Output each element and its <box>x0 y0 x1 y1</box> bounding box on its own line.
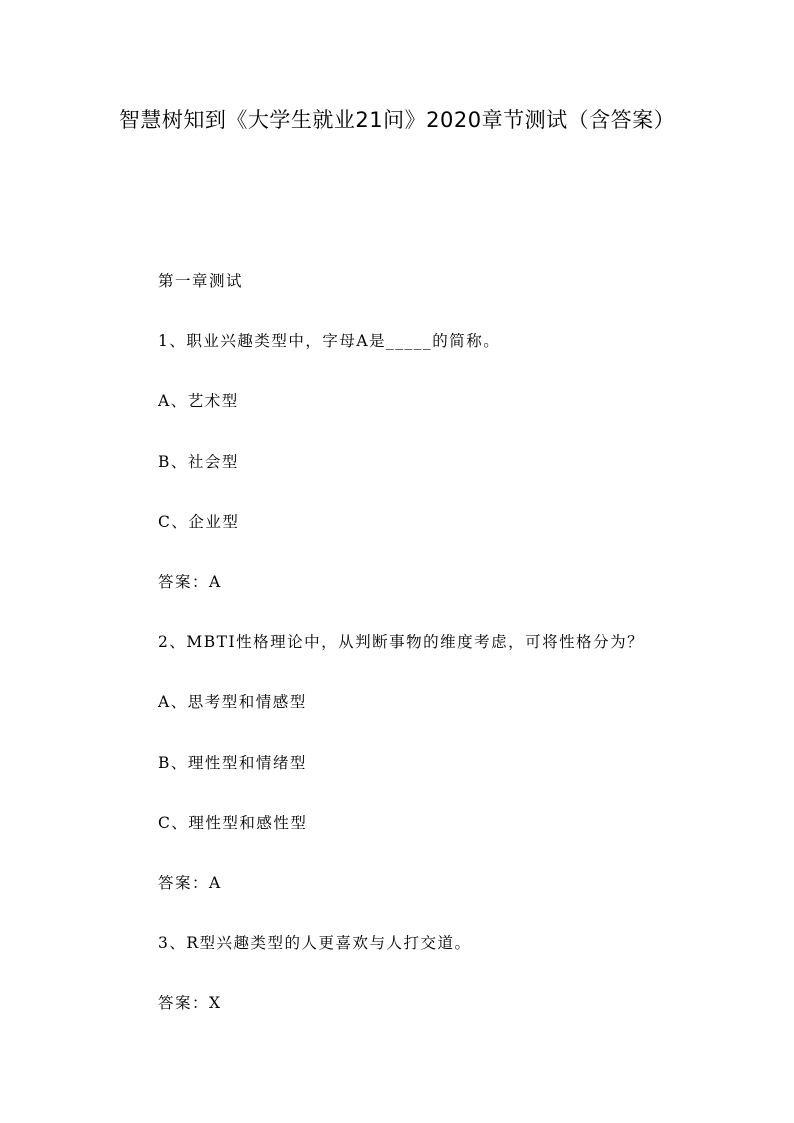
question-2-option-b: B、理性型和情绪型 <box>158 753 307 772</box>
document-body <box>158 266 718 1048</box>
question-2: 2、MBTI性格理论中，从判断事物的维度考虑，可将性格分为？ <box>158 633 645 652</box>
question-2-option-a: A、思考型和情感型 <box>158 693 307 712</box>
question-2-answer: 答案：A <box>158 873 222 892</box>
chapter-heading: 第一章测试 <box>158 272 244 290</box>
question-3-answer: 答案：X <box>158 994 222 1013</box>
question-3: 3、R型兴趣类型的人更喜欢与人打交道。 <box>158 934 472 953</box>
document-title: 智慧树知到《大学生就业21问》2020章节测试（含答案） <box>118 108 676 132</box>
question-1-option-b: B、社会型 <box>158 452 239 471</box>
question-2-option-c: C、理性型和感性型 <box>158 813 308 832</box>
question-1-answer: 答案：A <box>158 572 222 591</box>
question-1: 1、职业兴趣类型中，字母A是_____的简称。 <box>158 332 501 351</box>
question-1-option-c: C、企业型 <box>158 512 240 531</box>
question-1-option-a: A、艺术型 <box>158 392 239 411</box>
